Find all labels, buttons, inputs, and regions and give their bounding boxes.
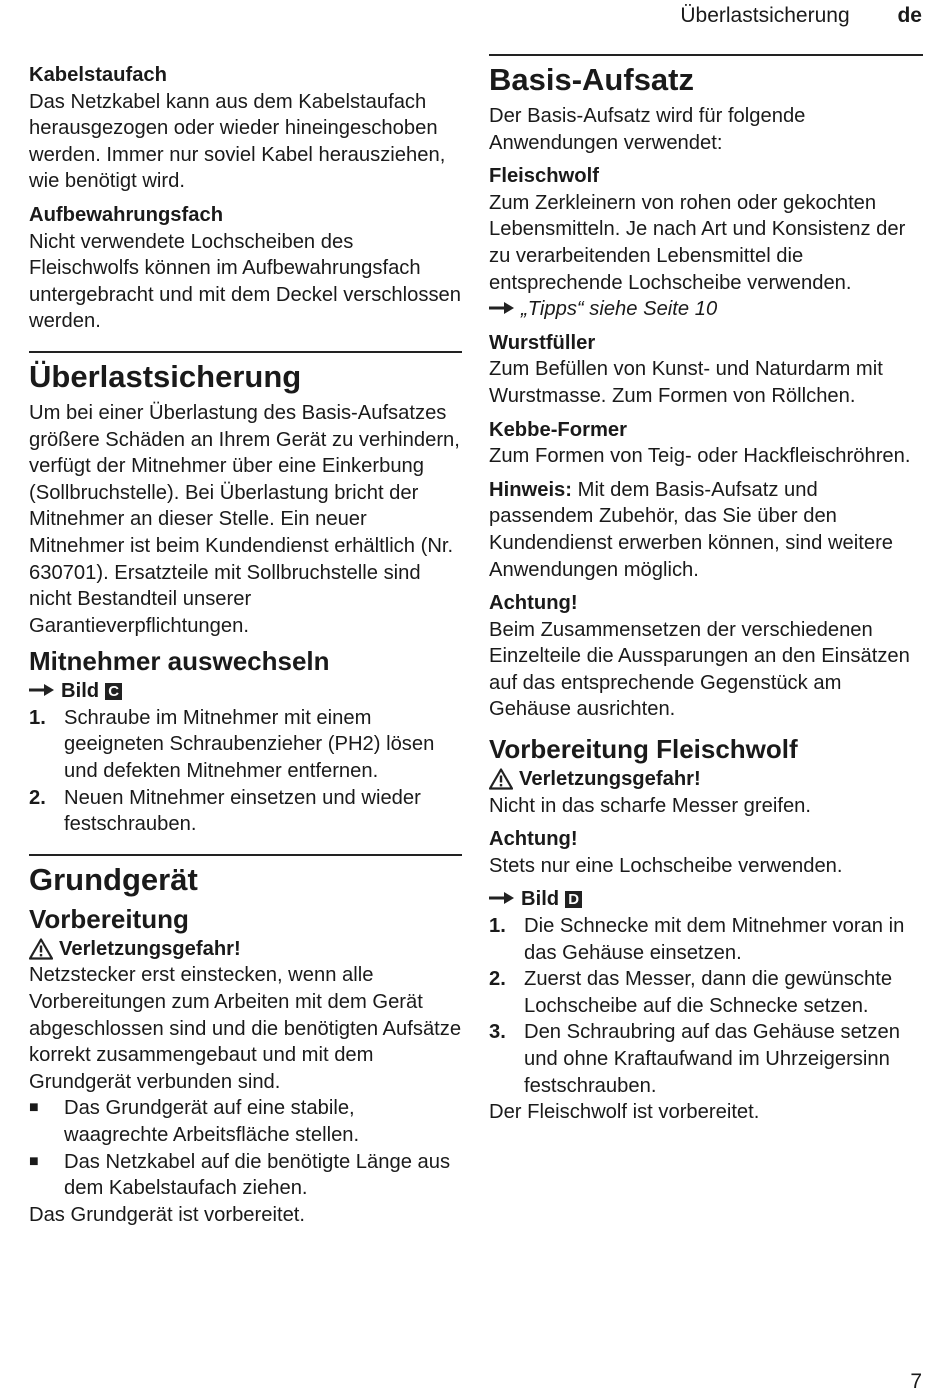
bild-label: Bild xyxy=(61,680,100,703)
fleischwolf-text: Zum Zerkleinern von rohen oder gekochten Lebensmitteln. Je nach Art und Konsistenz der zu verarbeitenden Lebensmittel die entsprechende Lochscheibe verwenden. xyxy=(489,191,906,294)
warning-text: Verletzungsgefahr! xyxy=(59,937,241,960)
ueberlastsicherung-text: Um bei einer Überlastung des Basis-Aufsatzes größere Schäden an Ihrem Gerät zu verhindern, verfügt der Mitnehmer über eine Einkerbung (Sollbruchstelle). Bei Überlastung bricht der Mitnehmer an dieser Stelle. Ein neuer Mitnehmer ist beim Kundendienst erhältlich (Nr. 630701). Ersatzteile mit Sollbruchstelle sind nicht Bestandteil unserer Garantieverpflichtungen. xyxy=(29,401,460,637)
bullet-square-icon: ■ xyxy=(29,1099,39,1117)
list-item xyxy=(29,705,462,785)
list-item xyxy=(29,1149,462,1202)
wurstfueller-text: Zum Befüllen von Kunst- und Naturdarm mit Wurstmasse. Zum Formen von Röllchen. xyxy=(489,358,883,407)
list-item xyxy=(489,1019,923,1099)
list-item xyxy=(29,785,462,838)
aufbewahrungsfach-title: Aufbewahrungsfach xyxy=(29,203,224,226)
warning-line xyxy=(29,936,462,963)
grundgeraet-result: Das Grundgerät ist vorbereitet. xyxy=(29,1203,306,1226)
arrow-right-icon xyxy=(489,296,515,323)
arrow-right-icon xyxy=(29,678,55,705)
step-number: 2. xyxy=(29,786,46,809)
step-text: Den Schraubring auf das Gehäuse setzen und ohne Kraftaufwand im Uhrzeigersinn festschrauben. xyxy=(524,1021,900,1097)
aufbewahrungsfach-block xyxy=(29,202,462,335)
kebbe-block xyxy=(489,417,923,470)
vorbereitung-heading: Vorbereitung xyxy=(29,903,189,934)
fleischwolf-title: Fleischwolf xyxy=(489,165,599,188)
wurstfueller-title: Wurstfüller xyxy=(489,331,596,354)
warning-body: Nicht in das scharfe Messer greifen. xyxy=(489,794,812,817)
achtung-text: Beim Zusammensetzen der verschiedenen Einzelteile die Aussparungen an den Einsätzen auf das entsprechende Gegenstück am Gehäuse ausrichten. xyxy=(489,618,910,721)
step-number: 1. xyxy=(29,706,46,729)
kebbe-title: Kebbe-Former xyxy=(489,418,627,441)
arrow-right-icon xyxy=(489,886,515,913)
basis-aufsatz-intro: Der Basis-Aufsatz wird für folgende Anwendungen verwendet: xyxy=(489,105,806,154)
fleischwolf-block xyxy=(489,163,923,323)
achtung-text: Stets nur eine Lochscheibe verwenden. xyxy=(489,854,843,877)
aufbewahrungsfach-text: Nicht verwendete Lochscheiben des Fleischwolfs können im Aufbewahrungsfach untergebracht und mit dem Deckel verschlossen werden. xyxy=(29,230,462,333)
header-language: de xyxy=(897,4,922,27)
list-item xyxy=(489,913,923,966)
list-item xyxy=(489,966,923,1019)
bullet-text: Das Grundgerät auf eine stabile, waagrechte Arbeitsfläche stellen. xyxy=(64,1097,360,1146)
left-column xyxy=(29,62,462,1228)
step-number: 2. xyxy=(489,968,506,991)
kabelstaufach-text: Das Netzkabel kann aus dem Kabelstaufach herausgezogen oder wieder hineingeschoben werden. Immer nur soviel Kabel herausziehen, wie benötigt wird. xyxy=(29,90,446,193)
bild-c-reference xyxy=(29,678,462,705)
mitnehmer-steps xyxy=(29,705,462,838)
warning-line xyxy=(489,766,923,793)
bild-letter-box: D xyxy=(565,891,582,908)
step-number: 1. xyxy=(489,915,506,938)
bild-d-reference xyxy=(489,886,923,913)
grundgeraet-bullets xyxy=(29,1095,462,1201)
page-number: 7 xyxy=(910,1370,922,1393)
mitnehmer-heading: Mitnehmer auswechseln xyxy=(29,646,330,677)
vorbereitung-fleischwolf-heading: Vorbereitung Fleischwolf xyxy=(489,734,798,765)
kabelstaufach-title: Kabelstaufach xyxy=(29,64,167,86)
achtung-block xyxy=(489,590,923,723)
bullet-text: Das Netzkabel auf die benötigte Länge aus dem Kabelstaufach ziehen. xyxy=(64,1150,451,1200)
ueberlastsicherung-heading: Überlastsicherung xyxy=(29,351,462,396)
achtung-block-2 xyxy=(489,826,923,879)
bild-letter-box: C xyxy=(105,683,122,700)
step-text: Schraube im Mitnehmer mit einem geeigneten Schraubenzieher (PH2) lösen und defekten Mitnehmer entfernen. xyxy=(64,706,435,783)
step-text: Zuerst das Messer, dann die gewünschte Lochscheibe auf die Schnecke setzen. xyxy=(524,968,893,1017)
hinweis-text: Mit dem Basis-Aufsatz und passendem Zubehör, das Sie über den Kundendienst erwerben können, sind weitere Anwendungen möglich. xyxy=(489,478,894,581)
wurstfueller-block xyxy=(489,330,923,410)
hinweis-label: Hinweis: xyxy=(489,478,573,501)
warning-triangle-icon xyxy=(29,938,53,960)
tipps-text: „Tipps“ siehe Seite 10 xyxy=(521,298,718,321)
step-number: 3. xyxy=(489,1021,506,1044)
grundgeraet-text: Netzstecker erst einstecken, wenn alle Vorbereitungen zum Arbeiten mit dem Gerät abgeschlossen sind und die benötigten Aufsätze korrekt zusammengebaut und mit dem Grundgerät verbunden sind. xyxy=(29,964,462,1093)
achtung-title: Achtung! xyxy=(489,592,578,615)
kabelstaufach-block xyxy=(29,62,462,195)
kebbe-text: Zum Formen von Teig- oder Hackfleischröhren. xyxy=(489,445,911,468)
achtung-title: Achtung! xyxy=(489,828,578,851)
bullet-square-icon: ■ xyxy=(29,1152,39,1170)
tipps-reference xyxy=(489,296,923,323)
header-section-title: Überlastsicherung xyxy=(680,4,850,27)
page-header xyxy=(680,4,922,28)
fleischwolf-steps xyxy=(489,913,923,1099)
basis-aufsatz-heading: Basis-Aufsatz xyxy=(489,54,923,99)
step-text: Neuen Mitnehmer einsetzen und wieder festschrauben. xyxy=(64,786,421,836)
hinweis-paragraph xyxy=(489,477,923,583)
right-column xyxy=(489,54,923,1126)
fleischwolf-result: Der Fleischwolf ist vorbereitet. xyxy=(489,1101,760,1124)
list-item xyxy=(29,1095,462,1148)
grundgeraet-heading: Grundgerät xyxy=(29,854,462,899)
step-text: Die Schnecke mit dem Mitnehmer voran in das Gehäuse einsetzen. xyxy=(524,915,905,964)
warning-triangle-icon xyxy=(489,768,513,790)
bild-label: Bild xyxy=(521,888,560,911)
warning-text: Verletzungsgefahr! xyxy=(519,768,701,791)
